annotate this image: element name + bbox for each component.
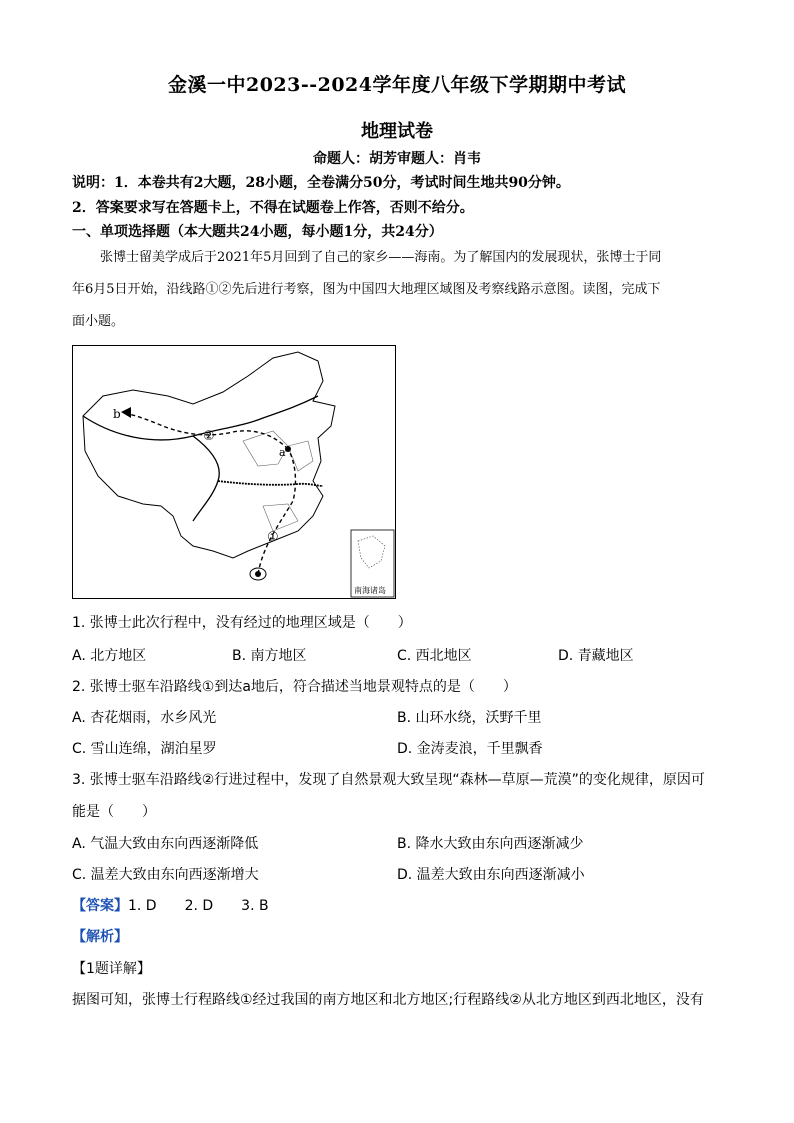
analysis-label: 【解析】	[72, 929, 128, 945]
china-regions-map	[72, 345, 396, 599]
question-2-stem: 2. 张博士驱车沿路线①到达a地后，符合描述当地景观特点的是（ ）	[72, 679, 517, 695]
q2-option-a: A. 杏花烟雨，水乡风光	[72, 710, 217, 726]
q1-option-c: C. 西北地区	[397, 648, 472, 664]
instruction-line-2: 2．答案要求写在答题卡上，不得在试题卷上作答，否则不给分。	[72, 200, 474, 216]
exam-authors: 命题人：胡芳审题人：肖韦	[313, 151, 481, 167]
q3-option-b: B. 降水大致由东向西逐渐减少	[397, 836, 584, 852]
passage-line-1: 张博士留美学成后于2021年5月回到了自己的家乡——海南。为了解国内的发展现状，张博士于同	[100, 250, 662, 265]
question-3-stem-line-1: 3. 张博士驱车沿路线②行进过程中，发现了自然景观大致呈现“森林—草原—荒漠”的变化规律，原因可	[72, 772, 705, 788]
label-a: a	[279, 446, 286, 459]
q1-option-d: D. 青藏地区	[558, 648, 634, 664]
label-route-2: ②	[203, 429, 215, 444]
q3-option-d: D. 温差大致由东向西逐渐减小	[397, 867, 585, 883]
map-svg	[73, 346, 395, 598]
china-outline	[83, 352, 335, 558]
q3-option-a: A. 气温大致由东向西逐渐降低	[72, 836, 259, 852]
exam-title: 金溪一中2023--2024学年度八年级下学期期中考试	[167, 74, 627, 96]
exam-subtitle: 地理试卷	[361, 121, 433, 142]
instruction-line-1: 说明：1．本卷共有2大题，28小题，全卷满分50分，考试时间生地共90分钟。	[72, 175, 570, 191]
answer-label: 【答案】	[72, 898, 128, 914]
q2-option-c: C. 雪山连绵，湖泊星罗	[72, 741, 217, 757]
detail-label: 【1题详解】	[72, 961, 151, 977]
region-boundary-qinghai-tibet	[193, 436, 219, 521]
label-route-1: ①	[267, 530, 279, 545]
section-heading: 一、单项选择题（本大题共24小题，每小题1分，共24分）	[72, 224, 443, 240]
q2-option-b: B. 山环水绕，沃野千里	[397, 710, 542, 726]
province-lines	[243, 431, 313, 531]
inset-label: 南海诸岛	[354, 586, 386, 595]
q2-option-d: D. 金涛麦浪，千里飘香	[397, 741, 543, 757]
region-boundary-qinling-huaihe	[218, 481, 323, 486]
point-a	[285, 446, 291, 452]
answer-line	[72, 895, 734, 915]
q1-option-b: B. 南方地区	[232, 648, 307, 664]
q1-option-a: A. 北方地区	[72, 648, 147, 664]
answer-values: 1. D 2. D 3. B	[128, 898, 269, 914]
point-hainan	[255, 571, 261, 577]
passage-line-3: 面小题。	[72, 314, 125, 329]
q3-option-c: C. 温差大致由东向西逐渐增大	[72, 867, 259, 883]
detail-text: 据图可知，张博士行程路线①经过我国的南方地区和北方地区;行程路线②从北方地区到西北地区，没有	[72, 992, 704, 1008]
label-b: b	[113, 407, 121, 421]
route-2-arrowhead	[121, 407, 131, 418]
passage-line-2: 年6月5日开始，沿线路①②先后进行考察，图为中国四大地理区域图及考察线路示意图。读图，完成下	[72, 282, 661, 297]
route-1	[258, 449, 295, 574]
question-3-stem-line-2: 能是（ ）	[72, 804, 156, 820]
question-1-stem: 1. 张博士此次行程中，没有经过的地理区域是（ ）	[72, 615, 412, 631]
